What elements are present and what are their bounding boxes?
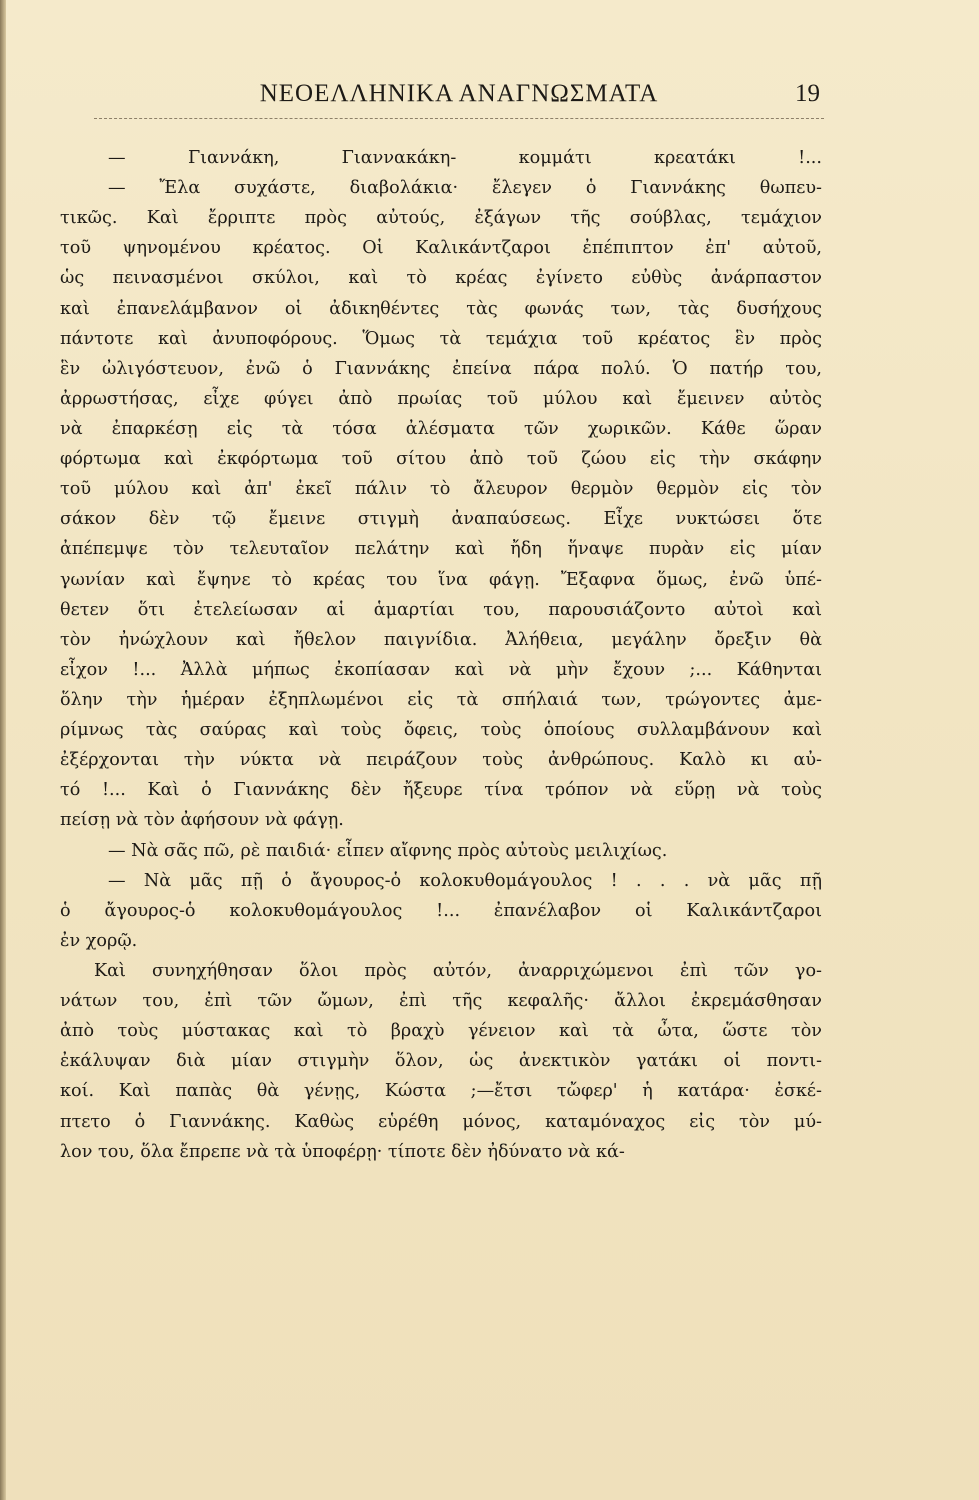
text-line: ἐκάλυψαν διὰ μίαν στιγμὴν ὅλον, ὡς ἀνεκτικὸν γατάκι οἱ ποντι- [60, 1051, 822, 1072]
text-line: νάτων του, ἐπὶ τῶν ὤμων, ἐπὶ τῆς κεφαλῆς· ἄλλοι ἐκρεμάσθησαν [60, 991, 822, 1012]
text-line: ἀπέπεμψε τὸν τελευταῖον πελάτην καὶ ἤδη ἥναψε πυρὰν εἰς μίαν [60, 539, 822, 560]
page-header [98, 80, 820, 120]
text-line: γωνίαν καὶ ἔψηνε τὸ κρέας του ἵνα φάγῃ. Ἔξαφνα ὅμως, ἐνῶ ὑπέ- [60, 569, 822, 590]
text-line: ὁ ἄγουρος-ὁ κολοκυθομάγουλος !... ἐπανέλαβον οἱ Καλικάντζαροι [60, 900, 822, 921]
body-text [60, 143, 822, 1167]
text-line: πείσῃ νὰ τὸν ἀφήσουν νὰ φάγῃ. [60, 810, 344, 831]
text-line: ρίμνως τὰς σαύρας καὶ τοὺς ὄφεις, τοὺς ὁποίους συλλαμβάνουν καὶ [60, 720, 822, 741]
text-line: ἐν χορῷ. [60, 930, 138, 951]
text-line: πτετο ὁ Γιαννάκης. Καθὼς εὑρέθη μόνος, καταμόναχος εἰς τὸν μύ- [60, 1111, 822, 1132]
text-line: ἀρρωστήσας, εἶχε φύγει ἀπὸ πρωίας τοῦ μύλου καὶ ἔμεινεν αὐτὸς [60, 388, 822, 409]
text-line: Καὶ συνηχήθησαν ὅλοι πρὸς αὐτόν, ἀναρριχώμενοι ἐπὶ τῶν γο- [94, 960, 822, 981]
text-line: σάκον δὲν τῷ ἔμεινε στιγμὴ ἀναπαύσεως. Εἶχε νυκτώσει ὅτε [60, 509, 822, 530]
text-line: ὅλην τὴν ἡμέραν ἐξηπλωμένοι εἰς τὰ σπήλαιά των, τρώγοντες ἀμε- [60, 689, 822, 710]
text-line: — Ἔλα συχάστε, διαβολάκια· ἔλεγεν ὁ Γιαννάκης θωπευ- [108, 178, 822, 199]
header-rule [94, 118, 824, 119]
text-line: θετεν ὅτι ἐτελείωσαν αἱ ἁμαρτίαι του, παρουσιάζοντο αὐτοὶ καὶ [60, 599, 822, 620]
text-line: φόρτωμα καὶ ἐκφόρτωμα τοῦ σίτου ἀπὸ τοῦ ζώου εἰς τὴν σκάφην [60, 449, 822, 470]
text-line: κοί. Καὶ παπὰς θὰ γένῃς, Κώστα ;—ἔτσι τὤφερ' ἡ κατάρα· ἐσκέ- [60, 1081, 822, 1102]
text-line: νὰ ἐπαρκέσῃ εἰς τὰ τόσα ἀλέσματα τῶν χωρικῶν. Κάθε ὥραν [60, 418, 822, 439]
text-line: ἀπὸ τοὺς μύστακας καὶ τὸ βραχὺ γένειον καὶ τὰ ὦτα, ὥστε τὸν [60, 1021, 822, 1042]
page-number: 19 [795, 80, 820, 107]
text-line: τοῦ μύλου καὶ ἀπ' ἐκεῖ πάλιν τὸ ἄλευρον θερμὸν θερμὸν εἰς τὸν [60, 479, 822, 500]
text-line: τὸν ἠνώχλουν καὶ ἤθελον παιγνίδια. Ἀλήθεια, μεγάλην ὄρεξιν θὰ [60, 629, 822, 650]
text-line: πάντοτε καὶ ἀνυποφόρους. Ὅμως τὰ τεμάχια τοῦ κρέατος ἓν πρὸς [60, 328, 822, 349]
page-edge [0, 0, 6, 1500]
text-line: — Νὰ μᾶς πῇ ὁ ἄγουρος-ὁ κολοκυθομάγουλος ! . . . νὰ μᾶς πῇ [108, 870, 822, 891]
text-line: τό !... Καὶ ὁ Γιαννάκης δὲν ἤξευρε τίνα τρόπον νὰ εὕρῃ νὰ τοὺς [60, 780, 822, 801]
text-line: ὡς πεινασμένοι σκύλοι, καὶ τὸ κρέας ἐγίνετο εὐθὺς ἀνάρπαστον [60, 268, 822, 289]
text-line: καὶ ἐπανελάμβανον οἱ ἀδικηθέντες τὰς φωνάς των, τὰς δυσήχους [60, 298, 822, 319]
text-line: ἓν ὠλιγόστευον, ἐνῶ ὁ Γιαννάκης ἐπείνα πάρα πολύ. Ὁ πατήρ του, [60, 358, 822, 379]
text-line: — Γιαννάκη, Γιαννακάκη- κομμάτι κρεατάκι !... [108, 148, 822, 168]
running-title: ΝΕΟΕΛΛΗΝΙΚΑ ΑΝΑΓΝΩΣΜΑΤΑ [259, 80, 659, 107]
text-line: τοῦ ψηνομένου κρέατος. Οἱ Καλικάντζαροι ἐπέπιπτον ἐπ' αὐτοῦ, [60, 238, 822, 259]
text-line: λον του, ὅλα ἔπρεπε νὰ τὰ ὑποφέρῃ· τίποτε δὲν ἠδύνατο νὰ κά- [60, 1141, 625, 1162]
text-line: τικῶς. Καὶ ἔρριπτε πρὸς αὐτούς, ἐξάγων τῆς σούβλας, τεμάχιον [60, 208, 822, 229]
text-line: ἐξέρχονται τὴν νύκτα νὰ πειράζουν τοὺς ἀνθρώπους. Καλὸ κι αὐ- [60, 750, 822, 771]
text-line: — Νὰ σᾶς πῶ, ρὲ παιδιά· εἶπεν αἴφνης πρὸς αὐτοὺς μειλιχίως. [108, 840, 668, 861]
text-line: εἶχον !... Ἀλλὰ μήπως ἐκοπίασαν καὶ νὰ μὴν ἔχουν ;... Κάθηνται [60, 659, 822, 680]
